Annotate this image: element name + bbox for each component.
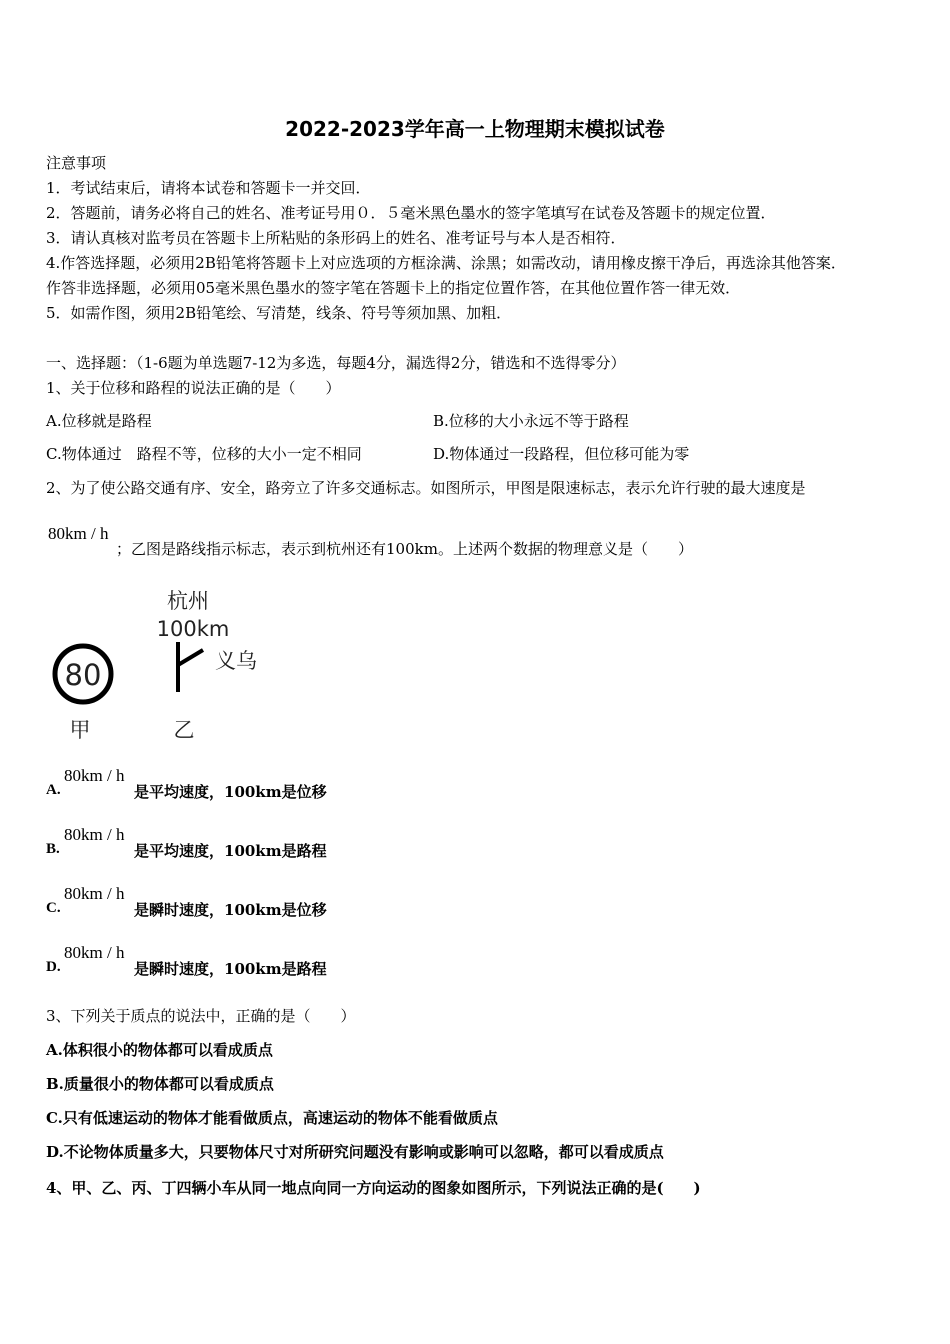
label-jia: 甲	[69, 718, 91, 742]
q1-option-c: C.物体通过 路程不等，位移的大小一定不相同	[46, 445, 362, 463]
speed-limit-number: 80	[64, 658, 102, 692]
q2-option-text: 是瞬时速度，100km是路程	[134, 960, 327, 978]
traffic-signs-figure	[40, 580, 280, 750]
label-yi: 乙	[173, 718, 195, 742]
sign-city-yiwu: 义乌	[215, 649, 257, 673]
q2-option-speed: 80km / h	[64, 766, 125, 785]
section-heading: 一、选择题：（1-6题为单选题7-12为多选，每题4分，漏选得2分，错选和不选得零分）	[46, 354, 626, 372]
notice-item-5: 5．如需作图，须用2B铅笔绘、写清楚，线条、符号等须加黑、加粗．	[46, 304, 512, 322]
sign-city-hangzhou: 杭州	[167, 589, 209, 613]
q2-option-text: 是平均速度，100km是位移	[134, 783, 327, 801]
notice-item-4b: 作答非选择题，必须用05毫米黑色墨水的签字笔在答题卡上的指定位置作答，在其他位置作答一律无效．	[46, 279, 741, 297]
q4-stem: 4、甲、乙、丙、丁四辆小车从同一地点向同一方向运动的图象如图所示，下列说法正确的是( )	[46, 1179, 701, 1197]
q3-option-c: C.只有低速运动的物体才能看做质点，高速运动的物体不能看做质点	[46, 1109, 498, 1127]
q1-option-b: B.位移的大小永远不等于路程	[433, 412, 629, 430]
q2-option-letter: C.	[46, 900, 61, 916]
notice-item-3: 3．请认真核对监考员在答题卡上所粘贴的条形码上的姓名、准考证号与本人是否相符．	[46, 229, 626, 247]
q1-stem: 1、关于位移和路程的说法正确的是（ ）	[46, 379, 341, 397]
q2-stem-2: ；乙图是路线指示标志，表示到杭州还有100km。上述两个数据的物理意义是（ ）	[116, 540, 693, 558]
q2-option-letter: D.	[46, 959, 61, 975]
q2-option-letter: B.	[46, 841, 60, 857]
q3-option-a: A.体积很小的物体都可以看成质点	[46, 1041, 273, 1059]
q2-option-letter: A.	[46, 782, 61, 798]
notice-item-4: 4.作答选择题，必须用2B铅笔将答题卡上对应选项的方框涂满、涂黑；如需改动，请用橡皮擦干净后，再选涂其他答案．	[46, 254, 846, 272]
page-title: 2022-2023学年高一上物理期末模拟试卷	[285, 117, 665, 141]
q2-option-text: 是瞬时速度，100km是位移	[134, 901, 327, 919]
q3-stem: 3、下列关于质点的说法中，正确的是（ ）	[46, 1007, 356, 1025]
sign-distance: 100km	[156, 617, 230, 641]
q1-option-d: D.物体通过一段路程，但位移可能为零	[433, 445, 690, 463]
route-sign-arrow-icon	[178, 642, 203, 692]
q2-option-text: 是平均速度，100km是路程	[134, 842, 327, 860]
q2-option-speed: 80km / h	[64, 943, 125, 962]
q2-speed-value: 80km / h	[48, 524, 109, 543]
q2-option-speed: 80km / h	[64, 884, 125, 903]
q2-stem-1: 2、为了使公路交通有序、安全，路旁立了许多交通标志。如图所示，甲图是限速标志，表示允许行驶的最大速度是	[46, 479, 806, 497]
notice-item-2: 2．答题前，请务必将自己的姓名、准考证号用０．５毫米黑色墨水的签字笔填写在试卷及答题卡的规定位置．	[46, 204, 776, 222]
q3-option-d: D.不论物体质量多大，只要物体尺寸对所研究问题没有影响或影响可以忽略，都可以看成质点	[46, 1143, 664, 1161]
notice-heading: 注意事项	[46, 154, 107, 172]
q3-option-b: B.质量很小的物体都可以看成质点	[46, 1075, 274, 1093]
q2-option-speed: 80km / h	[64, 825, 125, 844]
notice-item-1: 1．考试结束后，请将本试卷和答题卡一并交回．	[46, 179, 371, 197]
q1-option-a: A.位移就是路程	[46, 412, 152, 430]
